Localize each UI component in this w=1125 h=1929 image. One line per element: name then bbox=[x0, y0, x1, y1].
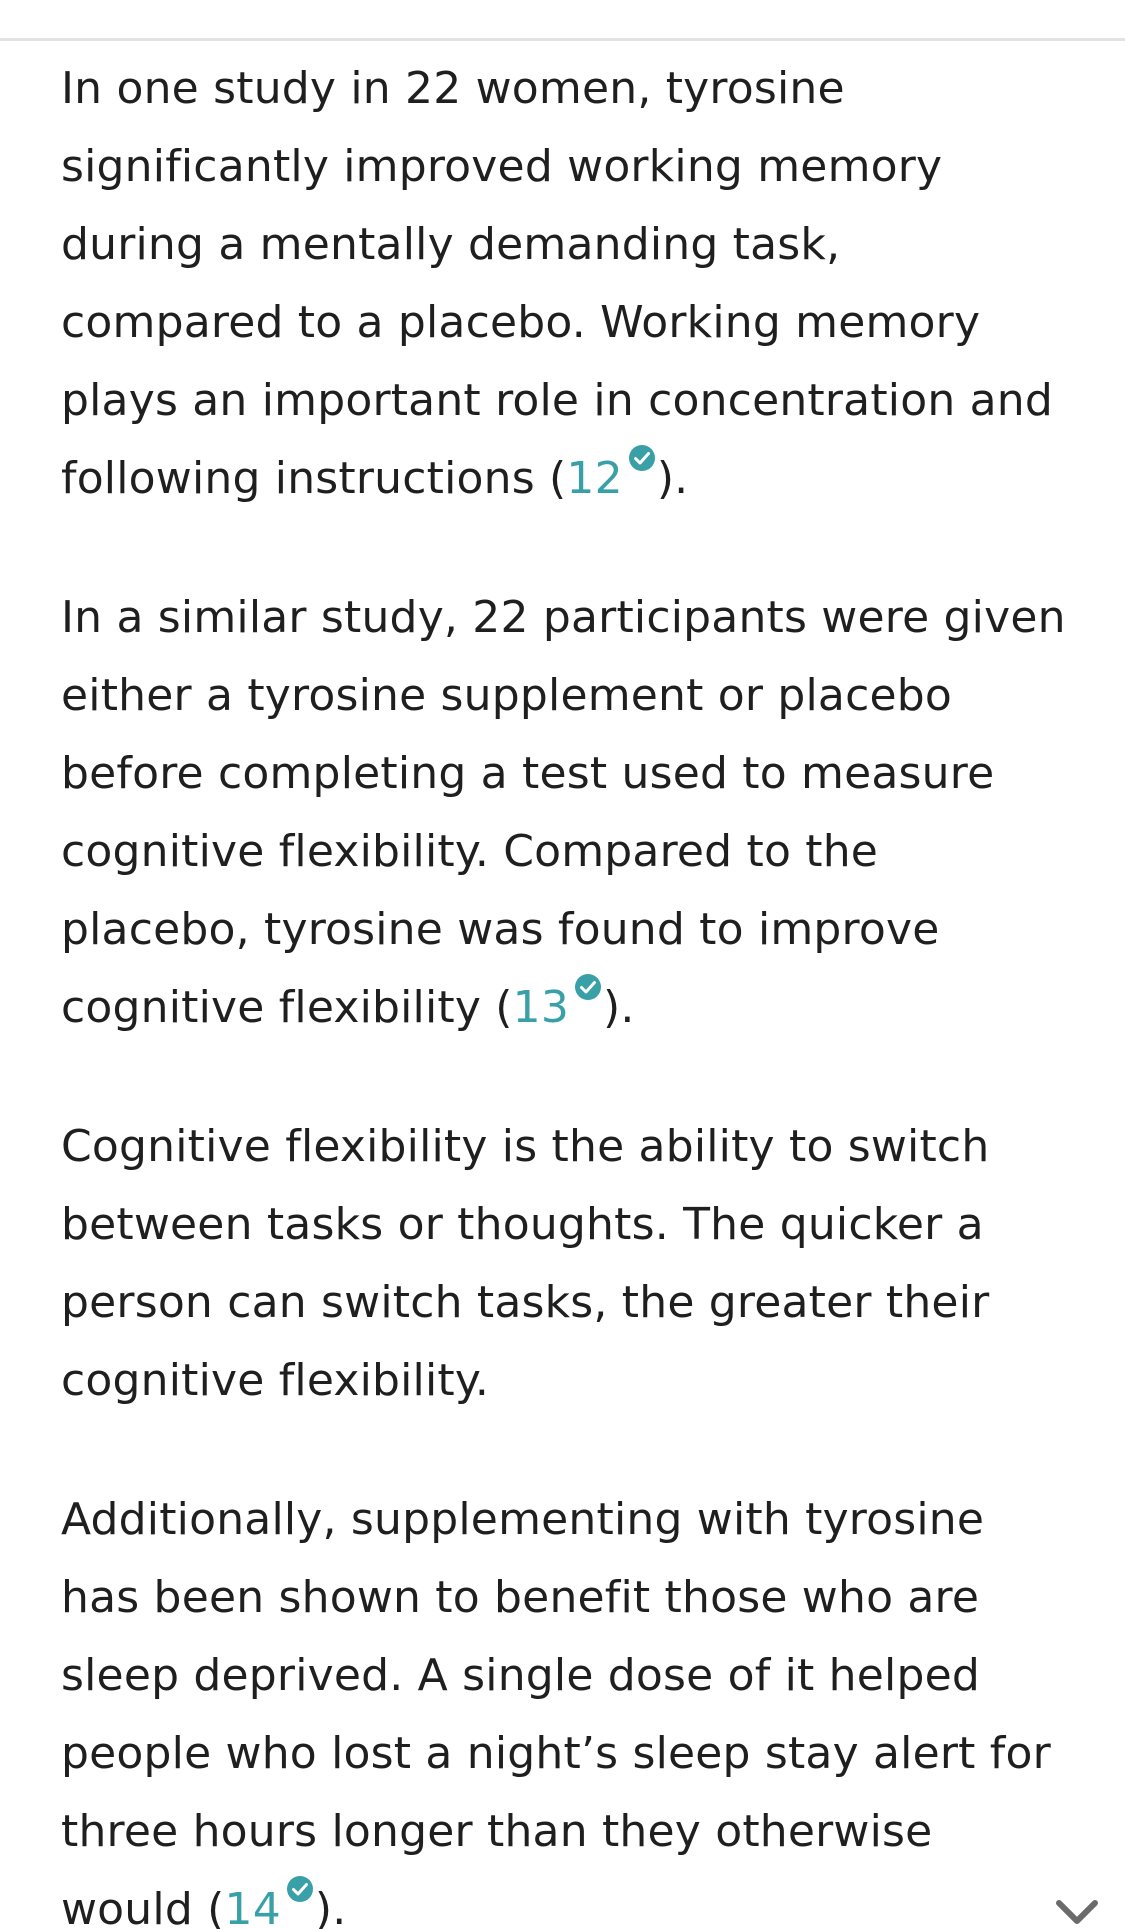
paragraph-line-with-citation bbox=[61, 1871, 1061, 1929]
citation-number: 13 bbox=[512, 982, 570, 1033]
paragraph-line: before completing a test used to measure bbox=[61, 748, 995, 799]
paragraph-line: people who lost a night’s sleep stay alert for bbox=[61, 1728, 1051, 1779]
article-paragraph bbox=[61, 579, 1066, 1047]
top-divider bbox=[0, 38, 1125, 41]
paragraph-line: significantly improved working memory bbox=[61, 141, 943, 192]
citation-link[interactable] bbox=[513, 982, 603, 1033]
paragraph-line: placebo, tyrosine was found to improve bbox=[61, 904, 940, 955]
article-paragraph bbox=[61, 1108, 1061, 1420]
paragraph-line-with-citation bbox=[61, 969, 1061, 1047]
paragraph-line: has been shown to benefit those who are bbox=[61, 1572, 980, 1623]
paragraph-line: person can switch tasks, the greater their bbox=[61, 1277, 990, 1328]
paragraph-line: compared to a placebo. Working memory bbox=[61, 297, 981, 348]
paragraph-line-text: cognitive flexibility ( bbox=[61, 982, 513, 1033]
paragraph-line-text: following instructions ( bbox=[61, 453, 567, 504]
paragraph-line: during a mentally demanding task, bbox=[61, 219, 841, 270]
verified-check-icon bbox=[573, 972, 603, 1002]
citation-link[interactable] bbox=[225, 1884, 315, 1929]
paragraph-line: Cognitive flexibility is the ability to switch bbox=[61, 1121, 990, 1172]
paragraph-line-text: ). bbox=[603, 982, 635, 1033]
paragraph-line: sleep deprived. A single dose of it helped bbox=[61, 1650, 980, 1701]
paragraph-line: between tasks or thoughts. The quicker a bbox=[61, 1199, 984, 1250]
paragraph-line-text: ). bbox=[314, 1884, 347, 1929]
paragraph-line: In a similar study, 22 participants were given bbox=[61, 592, 1066, 643]
paragraph-line-text: ). bbox=[656, 453, 689, 504]
article-paragraph bbox=[61, 1481, 1061, 1929]
paragraph-line: plays an important role in concentration and bbox=[61, 375, 1053, 426]
verified-check-icon bbox=[285, 1874, 315, 1904]
paragraph-line-text: would ( bbox=[61, 1884, 225, 1929]
paragraph-line: cognitive flexibility. bbox=[61, 1355, 490, 1406]
verified-check-icon bbox=[627, 443, 657, 473]
citation-link[interactable] bbox=[566, 453, 656, 504]
paragraph-line: cognitive flexibility. Compared to the bbox=[61, 826, 879, 877]
paragraph-line: Additionally, supplementing with tyrosine bbox=[61, 1494, 985, 1545]
paragraph-line: three hours longer than they otherwise bbox=[61, 1806, 933, 1857]
chevron-down-icon[interactable] bbox=[1053, 1893, 1101, 1929]
article-paragraph bbox=[61, 50, 1061, 518]
paragraph-line: In one study in 22 women, tyrosine bbox=[61, 63, 845, 114]
citation-number: 14 bbox=[224, 1884, 281, 1929]
article-body bbox=[61, 50, 1066, 1929]
paragraph-line-with-citation bbox=[61, 440, 1061, 518]
paragraph-line: either a tyrosine supplement or placebo bbox=[61, 670, 953, 721]
citation-number: 12 bbox=[566, 453, 623, 504]
